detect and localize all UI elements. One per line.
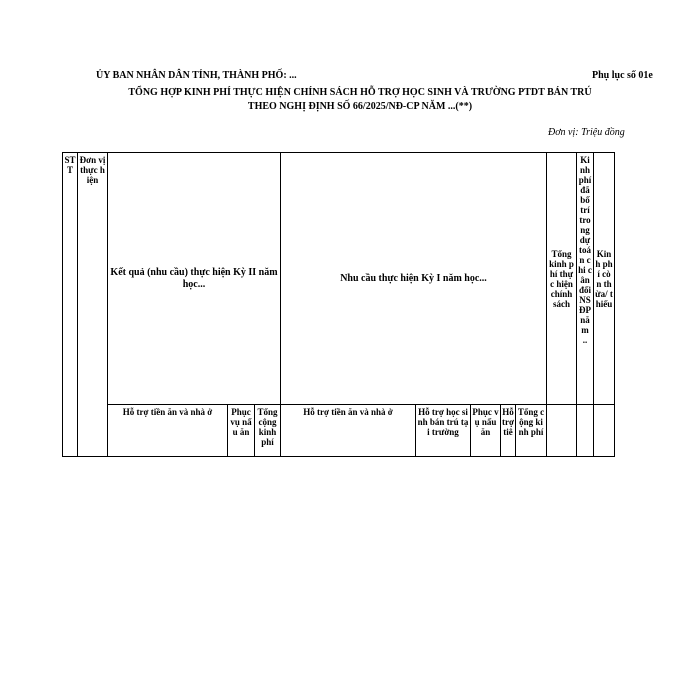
header-surplus-deficit: Kinh phí còn thừa/ thiếu	[594, 153, 615, 405]
table-header-row-2	[63, 405, 615, 457]
term2-food-housing-support: Hỗ trợ tiền ăn và nhà ở	[108, 405, 228, 457]
empty-cell-allocated	[577, 405, 594, 457]
header-unit: Đơn vị thực hiện	[78, 153, 108, 457]
empty-cell-surplus	[594, 405, 615, 457]
header-term2-group: Kết quả (nhu cầu) thực hiện Kỳ II năm học...	[108, 153, 281, 405]
issuing-agency: ỦY BAN NHÂN DÂN TỈNH, THÀNH PHỐ: ...	[96, 70, 297, 81]
document-title-line2: THEO NGHỊ ĐỊNH SỐ 66/2025/NĐ-CP NĂM ...(**)	[247, 101, 473, 112]
term1-other-support: Hỗ trợ tiê	[501, 405, 516, 457]
header-allocated-funds: Kinh phí đã bố trí trong dự toán chi cân đối NSĐP năm ..	[577, 153, 594, 405]
header-term1-group: Nhu cầu thực hiện Kỳ I năm học...	[281, 153, 547, 405]
empty-cell-total	[547, 405, 577, 457]
table-header-row-1	[63, 153, 615, 405]
appendix-number: Phụ lục số 01e	[592, 70, 653, 81]
header-total-policy-funds: Tổng kinh phí thực hiện chính sách	[547, 153, 577, 405]
term2-cooking-service: Phục vụ nấu ăn	[228, 405, 255, 457]
term1-total-funds: Tổng cộng kinh phí	[516, 405, 547, 457]
funding-summary-table	[62, 152, 615, 457]
term1-cooking-service: Phục vụ nấu ăn	[471, 405, 501, 457]
term1-boarding-student-support: Hỗ trợ học sinh bán trú tại trường	[416, 405, 471, 457]
document-title-line1: TỔNG HỢP KINH PHÍ THỰC HIỆN CHÍNH SÁCH HỖ TRỢ HỌC SINH VÀ TRƯỜNG PTDT BÁN TRÚ	[128, 87, 592, 98]
header-stt: STT	[63, 153, 78, 457]
term2-total-funds: Tổng cộng kinh phí	[255, 405, 281, 457]
currency-unit-note: Đơn vị: Triệu đồng	[548, 127, 625, 138]
term1-food-housing-support: Hỗ trợ tiền ăn và nhà ở	[281, 405, 416, 457]
